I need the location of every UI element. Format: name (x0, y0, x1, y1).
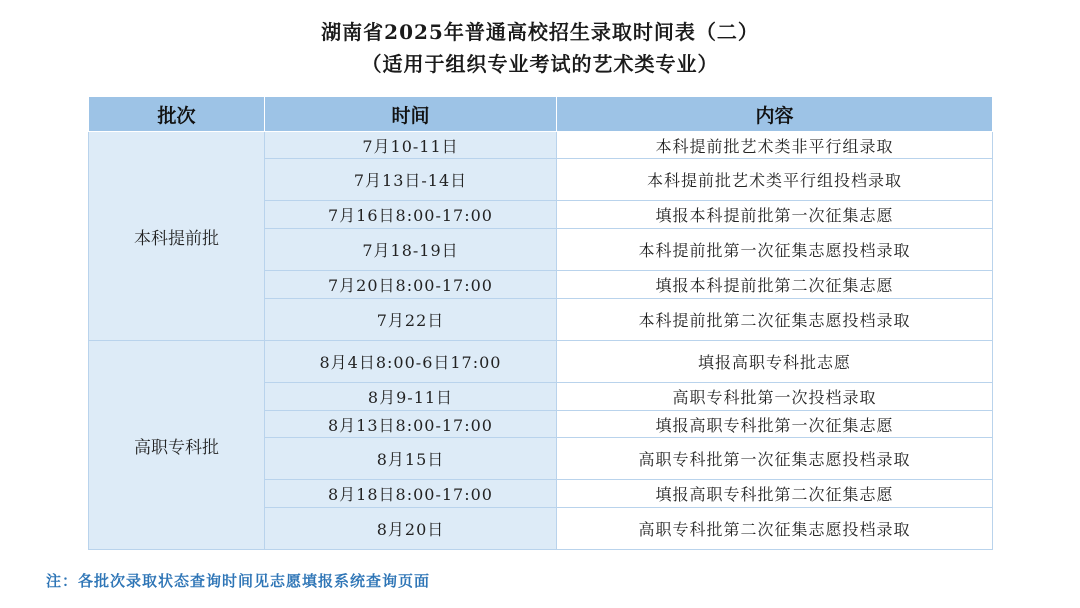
page-title: 湖南省2025年普通高校招生录取时间表（二） (321, 20, 759, 44)
content-cell: 高职专科批第一次投档录取 (557, 383, 993, 411)
header-batch: 批次 (89, 97, 265, 132)
header-content: 内容 (557, 97, 993, 132)
content-cell: 高职专科批第一次征集志愿投档录取 (557, 438, 993, 480)
content-cell: 填报本科提前批第一次征集志愿 (557, 201, 993, 229)
content-cell: 填报高职专科批第一次征集志愿 (557, 411, 993, 438)
batch-cell-vocational: 高职专科批 (89, 341, 265, 550)
time-cell: 8月18日8:00-17:00 (265, 480, 557, 508)
time-cell: 7月18-19日 (265, 229, 557, 271)
time-cell: 7月10-11日 (265, 132, 557, 159)
page-subtitle: （适用于组织专业考试的艺术类专业） (361, 52, 719, 76)
admission-schedule-table (88, 96, 993, 550)
time-cell: 8月9-11日 (265, 383, 557, 411)
time-cell: 7月20日8:00-17:00 (265, 271, 557, 299)
footnote: 注：各批次录取状态查询时间见志愿填报系统查询页面 (46, 572, 431, 590)
content-cell: 填报本科提前批第二次征集志愿 (557, 271, 993, 299)
content-cell: 本科提前批第一次征集志愿投档录取 (557, 229, 993, 271)
content-cell: 填报高职专科批第二次征集志愿 (557, 480, 993, 508)
table-row (89, 341, 993, 383)
content-cell: 高职专科批第二次征集志愿投档录取 (557, 508, 993, 550)
time-cell: 8月20日 (265, 508, 557, 550)
table-row (89, 132, 993, 159)
time-cell: 7月16日8:00-17:00 (265, 201, 557, 229)
table-header-row (89, 97, 993, 132)
time-cell: 7月22日 (265, 299, 557, 341)
header-time: 时间 (265, 97, 557, 132)
content-cell: 填报高职专科批志愿 (557, 341, 993, 383)
content-cell: 本科提前批艺术类非平行组录取 (557, 132, 993, 159)
time-cell: 8月4日8:00-6日17:00 (265, 341, 557, 383)
time-cell: 8月13日8:00-17:00 (265, 411, 557, 438)
content-cell: 本科提前批第二次征集志愿投档录取 (557, 299, 993, 341)
content-cell: 本科提前批艺术类平行组投档录取 (557, 159, 993, 201)
time-cell: 7月13日-14日 (265, 159, 557, 201)
time-cell: 8月15日 (265, 438, 557, 480)
batch-cell-undergrad-early: 本科提前批 (89, 132, 265, 341)
